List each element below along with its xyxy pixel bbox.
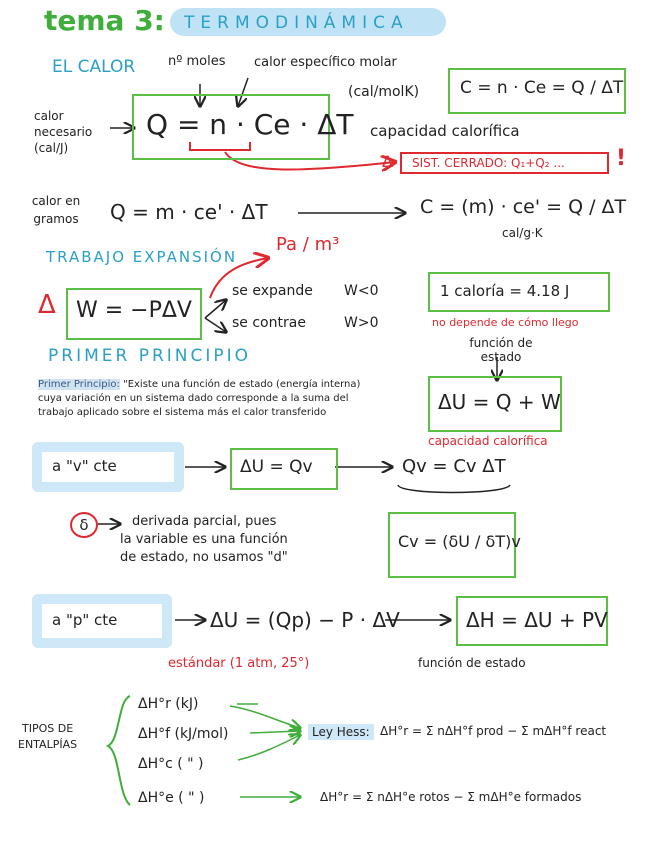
v-cte-label: a "v" cte <box>52 457 117 475</box>
enthalpy-funcion-label: función de estado <box>418 656 526 670</box>
entalpias-label-2: ENTALPÍAS <box>18 738 78 751</box>
capacidad-label-2: capacidad calorífica <box>428 434 548 448</box>
topic-title: TERMODINÁMICA <box>184 13 409 33</box>
work-units: Pa / m³ <box>276 234 340 255</box>
caloria-note: no depende de cómo llego <box>432 316 579 329</box>
units-fraction: (cal/molK) <box>348 84 420 100</box>
qv-cv-formula: Qv = Cv ΔT <box>402 456 506 477</box>
gramos-label: calor en gramos <box>31 194 81 226</box>
heat-formula-grams: Q = m · ce' · ΔT <box>110 200 268 224</box>
enthalpy-type-e: ΔH°e ( " ) <box>138 790 205 806</box>
partial-text-3: de estado, no usamos "d" <box>120 550 288 565</box>
enthalpy-type-f: ΔH°f (kJ/mol) <box>138 726 229 742</box>
expande-condition: W<0 <box>344 283 379 299</box>
caloria-equivalence: 1 caloría = 4.18 J <box>440 282 570 300</box>
entalpias-label-1: TIPOS DE <box>22 722 74 735</box>
hess-formula: ΔH°r = Σ nΔH°f prod − Σ mΔH°f react <box>380 724 607 738</box>
section-calor: EL CALOR <box>52 57 136 77</box>
enlace-formula: ΔH°r = Σ nΔH°e rotos − Σ mΔH°e formados <box>320 790 582 804</box>
delta-warning-icon-2: Δ <box>38 290 56 320</box>
moles-label: nº moles <box>168 54 226 69</box>
work-formula: W = −PΔV <box>76 298 192 323</box>
definition-label: Primer Principio: <box>38 379 120 390</box>
contrae-condition: W>0 <box>344 315 379 331</box>
section-trabajo: TRABAJO EXPANSIÓN <box>46 248 238 266</box>
partial-text-1: derivada parcial, pues <box>132 514 277 529</box>
page-title: tema 3: <box>44 4 165 37</box>
first-law-definition <box>38 378 378 420</box>
hess-label: Ley Hess: <box>308 724 374 740</box>
necesario-label: calor necesario (cal/J) <box>34 109 93 155</box>
enthalpy-type-c: ΔH°c ( " ) <box>138 756 204 772</box>
partial-text-2: la variable es una función <box>120 532 288 547</box>
funcion-estado-label: función de estado <box>469 336 533 364</box>
p-cte-label: a "p" cte <box>52 611 118 629</box>
du-qp-formula: ΔU = (Qp) − P · ΔV <box>210 608 400 632</box>
enthalpy-type-r: ΔH°r (kJ) <box>138 696 199 712</box>
partial-circle-icon: δ <box>70 512 98 538</box>
cesp-label: calor específico molar <box>254 55 397 70</box>
estandar-note: estándar (1 atm, 25°) <box>168 656 310 671</box>
delta-warning-icon: Δ <box>382 152 393 171</box>
capacity-formula: C = n · Ce = Q / ΔT <box>460 78 624 98</box>
capacidad-label: capacidad calorífica <box>370 122 520 140</box>
heat-formula: Q = n · Ce · ΔT <box>146 108 354 141</box>
capacity-formula-grams: C = (m) · ce' = Q / ΔT <box>420 196 627 218</box>
enthalpy-formula: ΔH = ΔU + PV <box>466 608 608 632</box>
expande-label: se expande <box>232 283 313 299</box>
cv-formula: Cv = (δU / δT)v <box>398 532 521 551</box>
first-law-formula: ΔU = Q + W <box>438 390 561 414</box>
closed-system-note: SIST. CERRADO: Q₁+Q₂ ... <box>400 152 609 174</box>
units-grams: cal/g·K <box>502 226 543 240</box>
section-primer: PRIMER PRINCIPIO <box>48 346 252 366</box>
definition-text: "Existe una función de estado (energía interna) cuya variación en un sistema dado corresponde a la suma del trabajo aplicado sobre el sistema más el calor transferido <box>38 379 361 418</box>
du-qv-formula: ΔU = Qv <box>240 457 313 477</box>
exclamation-icon: ! <box>616 146 627 171</box>
contrae-label: se contrae <box>232 315 306 331</box>
